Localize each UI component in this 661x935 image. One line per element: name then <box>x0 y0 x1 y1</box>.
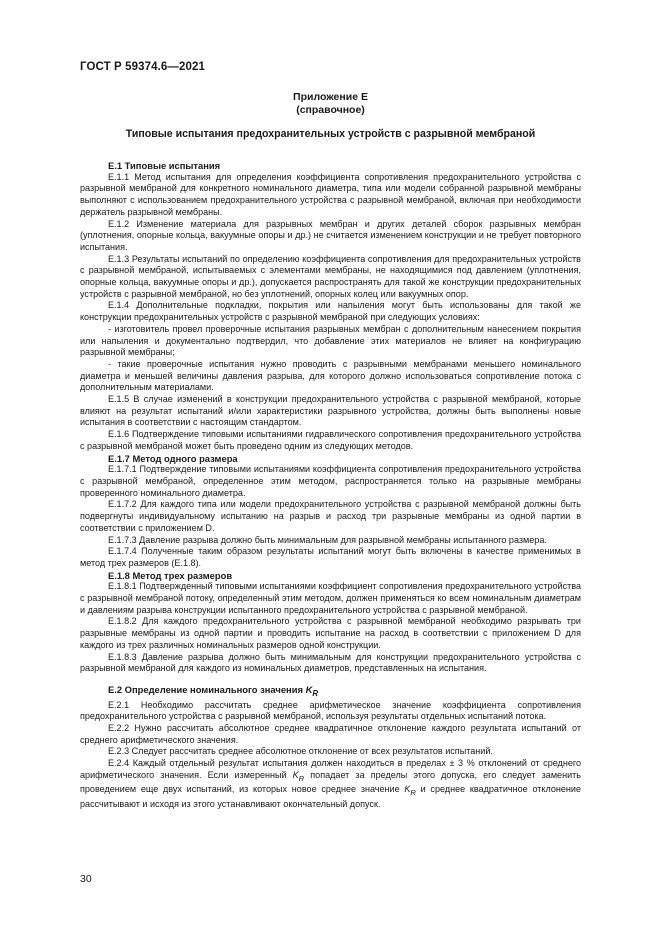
paragraph-e2-4-part-c: и среднее квадратичное отклонение рассчитывают и исходя из этого устанавливают окончательный допуск. <box>80 784 581 809</box>
section-heading-e1-8: Е.1.8 Метод трех размеров <box>108 569 233 581</box>
section-heading-e2 <box>80 684 581 700</box>
paragraph-e1-7-3: Е.1.7.3 Давление разрыва должно быть минимальным для разрывной мембраны испытанного размера. <box>108 534 547 545</box>
kr-subscript: R <box>312 688 318 698</box>
paragraph-e2-3: Е.2.3 Следует рассчитать среднее абсолютное отклонение от всех результатов испытаний. <box>108 746 493 757</box>
annex-subtitle: (справочное) <box>296 103 365 116</box>
annex-title: Приложение Е <box>293 91 368 103</box>
paragraph-e1-4: Е.1.4 Дополнительные подкладки, покрытия или напыления могут быть использованы для такой же конструкции предохранительных устройств с разрывной мембраной при следующих условиях: <box>80 300 581 323</box>
annex-section-title: Типовые испытания предохранительных устройств с разрывной мембраной <box>125 128 536 140</box>
paragraph-e1-7-2: Е.1.7.2 Для каждого типа или модели предохранительного устройства с разрывной мембраной должны быть подвергнуты индивидуальному испытанию на разрыв и расход три разрывные мембраны из одной партии в соответствии с приложением D. <box>80 499 581 533</box>
paragraph-e2-4-part-b: попадает за пределы этого допуска, его следует заменить проведением еще двух испытаний, из которых новое среднее значение <box>80 769 581 795</box>
paragraph-e1-3: Е.1.3 Результаты испытаний по определению коэффициента сопротивления для предохранительных устройств с разрывной мембраной, испытываемых с элементами мембраны, не находящимися под давлением (уплотнения, опорные кольца, вакуумные опоры и др.), допускается распространять для такой же конструкции предохранительных устройств с разрывной мембраной, но без уплотнений, опорных колец или вакуумных опор. <box>80 253 581 299</box>
paragraph-e1-8-2: Е.1.8.2 Для каждого предохранительного устройства с разрывной мембраной необходимо разрывать три разрывные мембраны из одной партии и проводить испытание на расход в соответствии с приложением D для каждого из трех различных номинальных размеров одной конструкции. <box>80 616 581 650</box>
paragraph-e2-1: Е.2.1 Необходимо рассчитать среднее арифметическое значение коэффициента сопротивления предохранительного устройства с разрывной мембраной, используя результаты отдельных испытаний потока. <box>80 699 581 722</box>
list-item-e1-4b: - такие проверочные испытания нужно проводить с разрывными мембранами меньшего номинального диаметра и меньшей величины давления разрыва, для которого должно использоваться сопротивление потока с дополнительным материалами. <box>80 358 581 393</box>
paragraph-e1-8-3: Е.1.8.3 Давление разрыва должно быть минимальным для конструкции предохранительного устройства с разрывной мембраной для каждого из номинальных диаметров, представленных на испытания. <box>80 651 581 674</box>
paragraph-e1-1: Е.1.1 Метод испытания для определения коэффициента сопротивления предохранительного устройства с разрывной мембраной для конкретного номинального диаметра, типа или модели собранной разрывной мембраны выполняют с использованием предохранительного устройства с разрывной мембраной, включая при необходимости держатель разрывной мембраны. <box>80 171 581 217</box>
kr-subscript: R <box>298 773 305 783</box>
paragraph-e1-6: Е.1.6 Подтверждение типовыми испытаниями гидравлического сопротивления предохранительного устройства с разрывной мембраной может быть проведено одним из следующих методов. <box>80 429 581 451</box>
kr-subscript: R <box>410 788 416 798</box>
kr-variable: K <box>305 683 313 695</box>
section-heading-e2-text: Е.2 Определение номинального значения <box>108 683 303 695</box>
paragraph-e1-2: Е.1.2 Изменение материала для разрывных мембран и других деталей сборок разрывных мембран (уплотнения, опорные кольца, вакуумные опоры и др.) не считается изменением конструкции и не требует повторного испытания. <box>80 218 581 252</box>
kr-variable: K <box>292 769 299 780</box>
list-item-e1-4a: - изготовитель провел проверочные испытания разрывных мембран с дополнительным нанесением покрытия или напыления и документально подтвердил, что добавление этих материалов не влияет на конфигурацию разрывной мембраны; <box>80 323 581 358</box>
paragraph-e2-4 <box>80 758 581 810</box>
section-heading-e1-7: Е.1.7 Метод одного размера <box>108 452 238 464</box>
paragraph-e2-4-part-a: Е.2.4 Каждый отдельный результат испытания должен находиться в пределах ± 3 % отклонений от среднего арифметического значения. Если измеренный <box>80 758 581 780</box>
kr-variable: K <box>404 784 411 795</box>
paragraph-e2-2: Е.2.2 Нужно рассчитать абсолютное среднее квадратичное отклонение каждого результата испытаний от среднего арифметического значения. <box>80 722 581 745</box>
paragraph-e1-7-1: Е.1.7.1 Подтверждение типовыми испытаниями коэффициента сопротивления предохранительного устройства с разрывной мембраной, определенное этим методом, распространяется только на разрывные мембраны проверенного номинального диаметра. <box>80 464 581 498</box>
section-heading-e1: Е.1 Типовые испытания <box>108 160 221 171</box>
paragraph-e1-5: Е.1.5 В случае изменений в конструкции предохранительного устройства с разрывной мембраной, которые влияют на результат испытаний и/или характеристики разрывного устройства, должны быть выполнены новые испытания в соответствии с настоящим стандартом. <box>80 394 581 428</box>
page-number: 30 <box>80 873 92 885</box>
paragraph-e1-8-1: Е.1.8.1 Подтвержденный типовыми испытаниями коэффициент сопротивления предохранительного устройства с разрывной мембраной потоку, определенный этим методом, должен применяться ко всем номинальным диаметрам и давлениям разрыва конструкции испытанного предохранительного устройства с разрывной мембраной. <box>80 581 581 615</box>
document-body <box>80 160 581 810</box>
paragraph-e1-7-4: Е.1.7.4 Полученные таким образом результаты испытаний могут быть включены в качестве применимых в метод трех размеров (Е.1.8). <box>80 546 581 568</box>
document-code: ГОСТ Р 59374.6—2021 <box>80 61 205 73</box>
annex-heading <box>0 91 661 116</box>
